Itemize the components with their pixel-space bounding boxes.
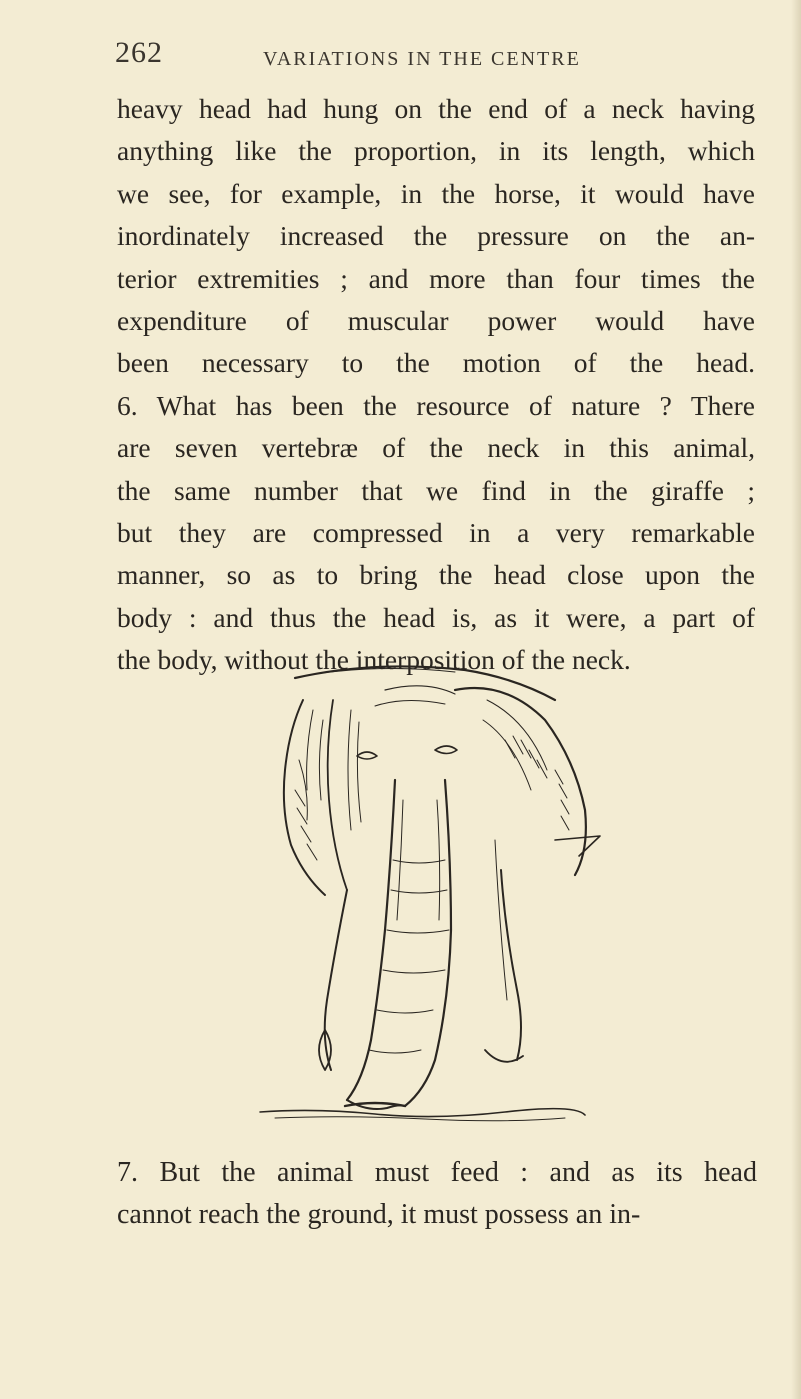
text-line: we see, for example, in the horse, it would have — [117, 177, 755, 209]
text-line: the body, without the interposition of the neck. — [117, 644, 631, 676]
text-line: are seven vertebræ of the neck in this animal, — [117, 432, 755, 464]
text-line: manner, so as to bring the head close upon the — [117, 559, 755, 591]
text-line: expenditure of muscular power would have — [117, 304, 755, 336]
text-line: the same number that we find in the giraffe ; — [117, 474, 755, 506]
running-head: VARIATIONS IN THE CENTRE — [263, 48, 581, 70]
text-line: heavy head had hung on the end of a neck having — [117, 93, 755, 124]
elephant-head-illustration — [255, 660, 615, 1130]
paragraph-1 — [117, 88, 755, 681]
paragraph-2 — [117, 1152, 757, 1236]
page-edge-shadow — [791, 0, 801, 1399]
text-line: been necessary to the motion of the head. — [117, 347, 755, 379]
text-line: 6. What has been the resource of nature ? There — [117, 389, 755, 421]
text-line: cannot reach the ground, it must possess an in- — [117, 1199, 641, 1230]
text-line: terior extremities ; and more than four times the — [117, 262, 755, 294]
text-line: but they are compressed in a very remarkable — [117, 516, 755, 548]
text-line: anything like the proportion, in its length, which — [117, 135, 755, 167]
elephant-engraving — [255, 660, 615, 1130]
text-line: 7. But the animal must feed : and as its head — [117, 1157, 757, 1188]
text-line: body : and thus the head is, as it were, a part of — [117, 601, 755, 633]
text-line: inordinately increased the pressure on the an- — [117, 220, 755, 252]
page-header — [115, 36, 755, 76]
page-number: 262 — [115, 36, 163, 69]
